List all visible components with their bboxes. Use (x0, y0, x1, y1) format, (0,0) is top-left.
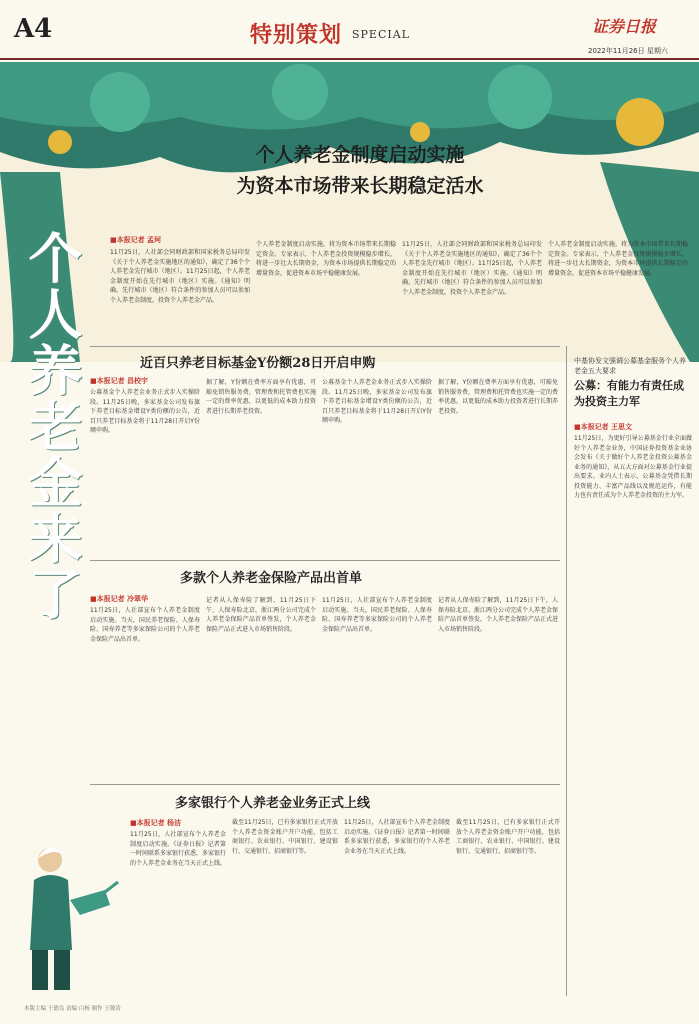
column-divider (566, 346, 567, 996)
section-title: 特别策划 (250, 23, 343, 48)
article1-col2: 个人养老金制度启动实施，将为资本市场带来长期稳定资金。专家表示，个人养老金投资规模稳步增长，将进一步壮大长期资金，为资本市场提供长期稳定的增量资金，促进资本市场平稳健康发展。 (256, 241, 396, 277)
divider (90, 560, 560, 561)
page-footer: 本版主编 于德良 责编 白杨 制作 王敬涛 (24, 1006, 121, 1012)
article3-col3: 11月25日，人社部宣布个人养老金制度启动实施。当天，国民养老保险、人保寿险、国寿养老等多家保险公司的个人养老金保险产品出首单。 (322, 597, 432, 633)
main-headline (110, 140, 610, 198)
divider (90, 346, 560, 347)
vertical-title: 个人养老金来了 (20, 230, 84, 622)
page-header (0, 0, 699, 62)
article4-col3: 11月25日，人社部宣布个人养老金制度启动实施。《证券日报》记者第一时间联系多家银行获悉，多家银行的个人养老金业务在当天正式上线。 (344, 819, 450, 855)
article2-col2: 据了解，Y份额在费率方面享有优惠，可豁免销售服务费，管理费和托管费也实施一定的费率优惠，以更低的成本助力投资者进行长期养老投资。 (206, 379, 316, 415)
article4-byline: ■本报记者 杨洁 (130, 819, 182, 827)
article2-col4: 据了解，Y份额在费率方面享有优惠，可豁免销售服务费，管理费和托管费也实施一定的费率优惠，以更低的成本助力投资者进行长期养老投资。 (438, 379, 558, 415)
article4-col2: 截至11月25日，已有多家银行正式开放个人养老金资金账户开户功能，包括工商银行、农业银行、中国银行、建设银行、交通银行、招商银行等。 (232, 819, 338, 855)
sidebar-byline: ■本报记者 王思文 (574, 423, 633, 431)
article3-col1: 11月25日，人社部宣布个人养老金制度启动实施。当天，国民养老保险、人保寿险、国寿养老等多家保险公司的个人养老金保险产品出首单。 (90, 607, 200, 643)
page-number: A4 (14, 14, 53, 44)
article3-title: 多款个人养老金保险产品出首单 (180, 571, 363, 586)
sidebar-title: 公募：有能力有责任成为投资主力军 (574, 379, 684, 408)
article2-col3: 公募基金个人养老金业务正式步入实操阶段。11月25日晚，多家基金公司发布旗下养老目标基金增设Y类份额的公告，近百只养老目标基金将于11月28日开启Y份额申购。 (322, 379, 432, 424)
section-title-en: SPECIAL (352, 28, 410, 41)
divider (90, 784, 560, 785)
header-rule (0, 58, 699, 60)
headline-line-2: 为资本市场带来长期稳定活水 (236, 175, 484, 197)
article3-byline: ■本报记者 冷翠华 (90, 595, 149, 603)
sidebar-subtitle: 中基协发文强调公募基金服务个人养老金五大要求 (574, 357, 686, 375)
article3-col2: 记者从人保寿险了解到，11月25日下午，人保寿险北京、浙江两分公司完成个人养老金保险产品首单签发，个人养老金保险产品正式进入市场销售阶段。 (206, 597, 316, 633)
article1-col3: 11月25日，人社部会同财政部和国家税务总局印发《关于个人养老金实施地区的通知》，确定了36个个人养老金先行城市（地区）。11月25日起，个人养老金制度开始在先行城市（地区）实施。《通知》明确，先行城市（地区）符合条件的参加人员可以参加个人养老金制度，投资个人养老金产品。 (402, 241, 542, 296)
article2-title: 近百只养老目标基金Y份额28日开启申购 (140, 356, 376, 371)
article4-title: 多家银行个人养老金业务正式上线 (175, 796, 371, 811)
figure-illustration (10, 820, 120, 1000)
article1-col1: 11月25日，人社部会同财政部和国家税务总局印发《关于个人养老金实施地区的通知》，确定了36个个人养老金先行城市（地区）。11月25日起，个人养老金制度开始在先行城市（地区）实施。《通知》明确，先行城市（地区）符合条件的参加人员可以参加个人养老金制度，投资个人养老金产品。 (110, 249, 250, 304)
issue-date: 2022年11月26日 星期六 (588, 47, 668, 55)
article3-col4: 记者从人保寿险了解到，11月25日下午，人保寿险北京、浙江两分公司完成个人养老金保险产品首单签发，个人养老金保险产品正式进入市场销售阶段。 (438, 597, 558, 633)
article1-byline: ■本报记者 孟珂 (110, 236, 162, 244)
article4-col4: 截至11月25日，已有多家银行正式开放个人养老金资金账户开户功能，包括工商银行、农业银行、中国银行、建设银行、交通银行、招商银行等。 (456, 819, 560, 855)
woman-watering-illustration (10, 820, 120, 1000)
headline-line-1: 个人养老金制度启动实施 (255, 144, 465, 166)
article1-col4: 个人养老金制度启动实施，将为资本市场带来长期稳定资金。专家表示，个人养老金投资规模稳步增长，将进一步壮大长期资金，为资本市场提供长期稳定的增量资金，促进资本市场平稳健康发展。 (548, 241, 688, 277)
article2-byline: ■本报记者 昌校宇 (90, 377, 149, 385)
sidebar-body: 11月25日，为更好引导公募基金行业全面做好个人养老金业务，中国证券投资基金业协会发布《关于做好个人养老金投资公募基金业务的通知》，从五大方面对公募基金行业提出要求。业内人士表示，公募基金凭借长期投资能力、丰富产品线以及规范运作，有能力也有责任成为个人养老金投资的主力军。 (574, 435, 692, 499)
newspaper-logo: 证券日报 (592, 17, 657, 36)
article4-col1: 11月25日，人社部宣布个人养老金制度启动实施。《证券日报》记者第一时间联系多家银行获悉，多家银行的个人养老金业务在当天正式上线。 (130, 831, 226, 867)
article2-col1: 公募基金个人养老金业务正式步入实操阶段。11月25日晚，多家基金公司发布旗下养老目标基金增设Y类份额的公告，近百只养老目标基金将于11月28日开启Y份额申购。 (90, 389, 200, 434)
